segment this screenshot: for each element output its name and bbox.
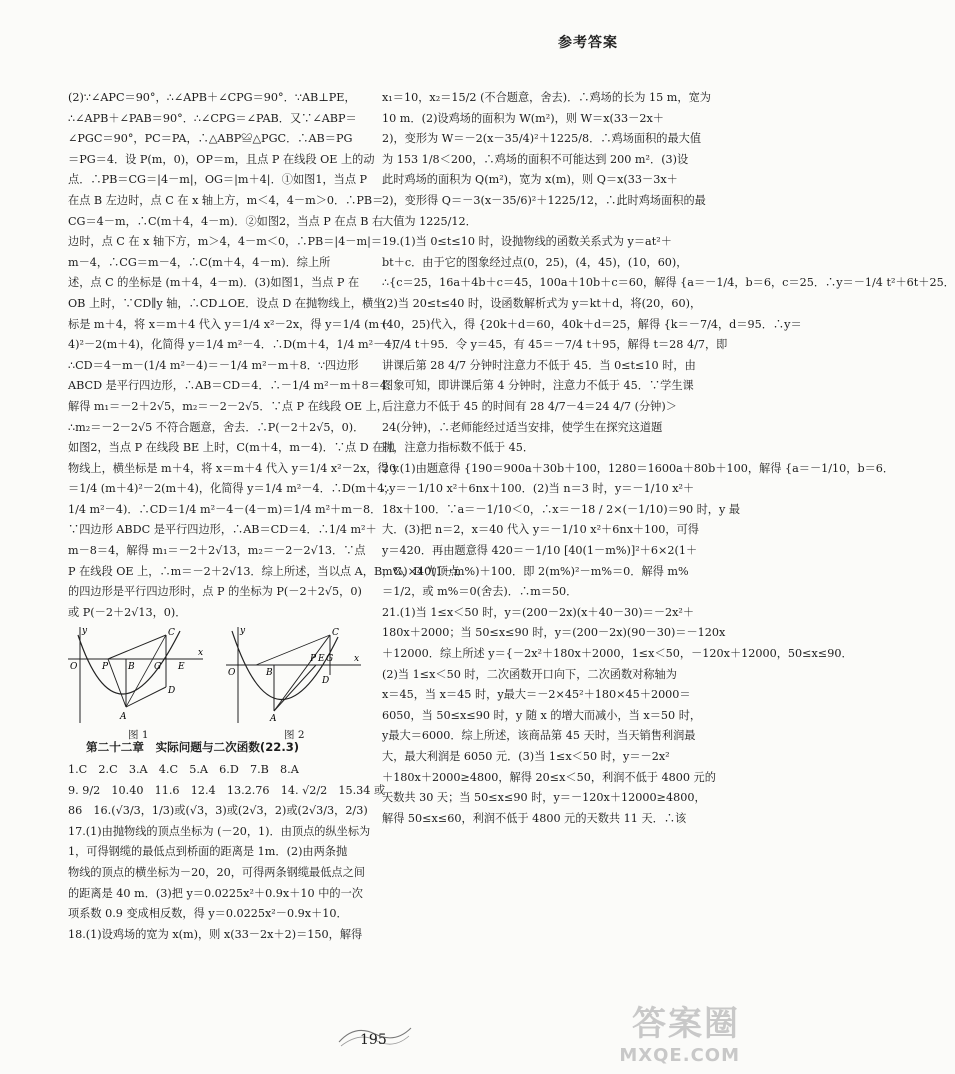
text-line: ABCD 是平行四边形，∴AB＝CD＝4．∴－1/4 m²－m＋8＝4．: [68, 379, 399, 393]
text-line: m－4，∴CG＝m－4，∴C(m＋4，4－m)．综上所: [68, 255, 331, 269]
svg-text:G: G: [326, 654, 334, 665]
text-line: ∵四边形 ABDC 是平行四边形，∴AB＝CD＝4．∴1/4 m²＋: [68, 523, 377, 537]
text-line: 或 P(－2＋2√13，0)．: [68, 605, 187, 619]
page-number: 195: [360, 1032, 387, 1048]
text-line: CG＝4－m，∴C(m＋4，4－m)．②如图2，当点 P 在点 B 右: [68, 214, 384, 228]
svg-text:E: E: [178, 662, 185, 673]
text-line: ∴m₂＝－2－2√5 不符合题意，舍去．∴P(－2＋2√5，0)．: [68, 420, 365, 434]
text-line: 的距离是 40 m．(3)把 y＝0.0225x²＋0.9x＋10 中的一次: [68, 886, 363, 900]
text-line: bt＋c．由于它的图象经过点(0，25)，(4，45)，(10，60)，: [382, 255, 688, 269]
svg-text:C: C: [332, 628, 339, 639]
text-line: 项系数 0.9 变成相反数，得 y＝0.0225x²－0.9x＋10．: [68, 907, 348, 921]
text-line: 解得 m₁＝－2＋2√5，m₂＝－2－2√5．∵点 P 在线段 OE 上，: [68, 399, 388, 413]
svg-text:C: C: [168, 628, 175, 639]
text-line: 6050，当 50≤x≤90 时，y 随 x 的增大而减小，当 x＝50 时，: [382, 708, 702, 722]
text-line: ＝1/2，或 m%＝0(舍去)．∴m＝50．: [382, 585, 578, 599]
text-line: OB 上时，∵CD∥y 轴，∴CD⊥OE．设点 D 在抛物线上，横坐: [68, 296, 385, 310]
text-line: m%)×40(1－m%)＋100．即 2(m%)²－m%＝0．解得 m%: [382, 564, 689, 578]
text-line: (2)∵∠APC＝90°，∴∠APB＋∠CPG＝90°．∵AB⊥PE，: [68, 91, 356, 104]
figure-1: [68, 625, 208, 742]
svg-text:D: D: [168, 686, 176, 697]
figure-1-diagram: [68, 625, 208, 725]
text-line: 19.(1)当 0≤t≤10 时，设抛物线的函数关系式为 y＝at²＋: [382, 235, 672, 249]
text-line: 24(分钟)，∴老师能经过适当安排，使学生在探究这道题: [382, 420, 663, 434]
right-solution-text: [382, 88, 955, 829]
svg-text:E: E: [318, 654, 325, 665]
text-line: ∴{c＝25，16a＋4b＋c＝45，100a＋10b＋c＝60，解得 {a＝－1/4，b＝6，c＝25．∴y＝－1/4 t²＋6t＋25．: [382, 276, 955, 290]
text-line: 后注意力不低于 45 的时间有 28 4/7－4＝24 4/7 (分钟)＞: [382, 399, 677, 413]
right-column: [382, 88, 955, 829]
text-line: 18.(1)设鸡场的宽为 x(m)，则 x(33－2x＋2)＝150，解得: [68, 927, 363, 941]
text-line: 17.(1)由抛物线的顶点坐标为 (－20，1)．由顶点的纵坐标为: [68, 824, 371, 838]
text-line: (2)当 1≤x＜50 时，二次函数开口向下，二次函数对称轴为: [382, 667, 677, 681]
text-line: y最大＝6000．综上所述，该商品第 45 天时，当天销售利润最: [382, 729, 696, 743]
text-line: 4)²－2(m＋4)，化简得 y＝1/4 m²－4．∴D(m＋4，1/4 m²－4)．: [68, 338, 408, 352]
chapter-title: 第二十二章 实际问题与二次函数(22.3): [86, 740, 300, 755]
svg-text:x: x: [354, 654, 360, 665]
text-line: ＋180x＋2000≥4800，解得 20≤x＜50，利润不低于 4800 元的: [382, 770, 716, 784]
svg-text:B: B: [266, 668, 273, 679]
text-line: 图象可知，即讲课后第 4 分钟时，注意力不低于 45．∵学生课: [382, 379, 694, 393]
watermark: [619, 996, 740, 1066]
text-line: －7/4 t＋95．令 y＝45，有 45＝－7/4 t＋95，解得 t＝28 4/7，即: [382, 338, 728, 352]
svg-text:A: A: [270, 714, 277, 725]
text-line: 大值为 1225/12．: [382, 214, 477, 228]
text-line: 18x＋100．∵a＝－1/10＜0，∴x＝－18 / 2×(－1/10)＝90 时，y 最: [382, 502, 741, 516]
text-line: 点．∴PB＝CG＝|4－m|，OG＝|m＋4|．①如图1，当点 P: [68, 173, 368, 187]
figure-2-caption: 图 2: [284, 729, 305, 742]
text-line: 的四边形是平行四边形时，点 P 的坐标为 P(－2＋2√5，0): [68, 585, 362, 599]
text-line: ＝PG＝4．设 P(m，0)，OP＝m，且点 P 在线段 OE 上的动: [68, 152, 375, 166]
text-line: 2)，变形得 Q＝－3(x－35/6)²＋1225/12，∴此时鸡场面积的最: [382, 193, 706, 207]
text-line: P 在线段 OE 上，∴m＝－2＋2√13．综上所述，当以点 A，B，C，D 为顶点: [68, 564, 460, 578]
figure-1-caption: 图 1: [128, 729, 149, 742]
text-line: 解得 50≤x≤60，利润不低于 4800 元的天数共 11 天．∴该: [382, 811, 687, 825]
text-line: 时，注意力指标数不低于 45．: [382, 441, 535, 455]
text-line: 21.(1)当 1≤x＜50 时，y＝(200－2x)(x＋40－30)＝－2x²＋: [382, 605, 695, 619]
text-line: 物线的顶点的横坐标为－20，20，可得两条钢缆最低点之间: [68, 866, 365, 879]
text-line: y＝420．再由题意得 420＝－1/10 [40(1－m%)]²＋6×2(1＋: [382, 544, 698, 558]
answer-line: 86 16.(√3/3，1/3)或(√3，3)或(2√3，2)或(2√3/3，2/3): [68, 804, 368, 818]
svg-text:y: y: [240, 626, 246, 637]
svg-text:P: P: [310, 654, 317, 665]
text-line: x＝45，当 x＝45 时，y最大＝－2×45²＋180×45＋2000＝: [382, 688, 691, 702]
text-line: ∴∠APB＋∠PAB＝90°．∴∠CPG＝∠PAB．又∵∠ABP＝: [68, 111, 357, 125]
text-line: 1，可得钢缆的最低点到桥面的距离是 1m．(2)由两条抛: [68, 845, 348, 859]
text-line: 此时鸡场的面积为 Q(m²)，宽为 x(m)，则 Q＝x(33－3x＋: [382, 173, 678, 187]
text-line: 1/4 m²－4)．∴CD＝1/4 m²－4－(4－m)＝1/4 m²＋m－8．: [68, 502, 382, 516]
text-line: x₁＝10，x₂＝15/2 (不合题意，舍去)．∴鸡场的长为 15 m，宽为: [382, 91, 711, 104]
text-line: 如图2，当点 P 在线段 BE 上时，C(m＋4，m－4)．∵点 D 在抛: [68, 441, 395, 455]
text-line: 为 153 1/8＜200，∴鸡场的面积不可能达到 200 m²．(3)设: [382, 152, 689, 166]
svg-text:x: x: [198, 648, 204, 659]
left-tail-text: [68, 822, 371, 946]
text-line: ∠PGC＝90°，PC＝PA，∴△ABP≌△PGC．∴AB＝PG: [68, 132, 353, 146]
figure-2-diagram: [226, 625, 366, 725]
text-line: 大．(3)把 n＝2，x＝40 代入 y＝－1/10 x²＋6nx＋100，可得: [382, 523, 699, 537]
text-line: ＝1/4 (m＋4)²－2(m＋4)，化简得 y＝1/4 m²－4．∴D(m＋4，: [68, 482, 396, 496]
text-line: 在点 B 左边时，点 C 在 x 轴上方，m＜4，4－m＞0．∴PB＝: [68, 193, 384, 207]
svg-text:O: O: [70, 662, 78, 673]
text-line: 20.(1)由题意得 {190＝900a＋30b＋100，1280＝1600a＋80b＋100，解得 {a＝－1/10，b＝6．: [382, 461, 895, 475]
short-answers: [68, 760, 386, 822]
svg-text:D: D: [322, 676, 330, 687]
text-line: ∴y＝－1/10 x²＋6nx＋100．(2)当 n＝3 时，y＝－1/10 x²＋: [382, 482, 695, 496]
answer-line: 1.C 2.C 3.A 4.C 5.A 6.D 7.B 8.A: [68, 763, 299, 777]
svg-text:G: G: [154, 662, 162, 673]
text-line: 标是 m＋4，将 x＝m＋4 代入 y＝1/4 x²－2x，得 y＝1/4 (m＋: [68, 317, 391, 331]
text-line: 述，点 C 的坐标是 (m＋4，4－m)．(3)如图1，当点 P 在: [68, 276, 360, 290]
text-line: 180x＋2000；当 50≤x≤90 时，y＝(200－2x)(90－30)＝－120x: [382, 626, 726, 640]
text-line: 物线上，横坐标是 m＋4，将 x＝m＋4 代入 y＝1/4 x²－2x，得 y: [68, 461, 399, 475]
text-line: 边时，点 C 在 x 轴下方，m＞4，4－m＜0，∴PB＝|4－m|＝: [68, 235, 383, 249]
text-line: (40，25)代入，得 {20k＋d＝60，40k＋d＝25，解得 {k＝－7/4，d＝95．∴y＝: [382, 317, 802, 331]
watermark-brand: 答案圈: [632, 1004, 740, 1044]
figures-row: [68, 625, 368, 742]
svg-text:y: y: [82, 626, 88, 637]
text-line: 讲课后第 28 4/7 分钟时注意力不低于 45．当 0≤t≤10 时，由: [382, 358, 696, 372]
text-line: (2)当 20≤t≤40 时，设函数解析式为 y＝kt＋d，将(20，60)，: [382, 296, 702, 310]
svg-text:A: A: [120, 712, 127, 723]
text-line: 10 m．(2)设鸡场的面积为 W(m²)，则 W＝x(33－2x＋: [382, 111, 664, 125]
svg-text:O: O: [228, 668, 236, 679]
svg-text:P: P: [102, 662, 109, 673]
svg-text:B: B: [128, 662, 135, 673]
page-header-title: 参考答案: [558, 35, 618, 51]
figure-2: [226, 625, 366, 742]
answer-line: 9. 9/2 10.40 11.6 12.4 13.2.76 14. √2/2 15.34 或: [68, 783, 386, 797]
text-line: m－8＝4，解得 m₁＝－2＋2√13，m₂＝－2－2√13．∵点: [68, 544, 366, 558]
text-line: ∴CD＝4－m－(1/4 m²－4)＝－1/4 m²－m＋8．∵四边形: [68, 358, 359, 372]
text-line: 天数共 30 天；当 50≤x≤90 时，y＝－120x＋12000≥4800，: [382, 791, 706, 805]
text-line: 大，最大利润是 6050 元．(3)当 1≤x＜50 时，y＝－2x²: [382, 750, 670, 763]
text-line: 2)，变形为 W＝－2(x－35/4)²＋1225/8．∴鸡场面积的最大值: [382, 132, 702, 146]
text-line: ＋12000．综上所述 y＝{－2x²＋180x＋2000，1≤x＜50，－120x＋12000，50≤x≤90．: [382, 647, 853, 661]
watermark-url: MXQE.COM: [619, 1045, 740, 1066]
